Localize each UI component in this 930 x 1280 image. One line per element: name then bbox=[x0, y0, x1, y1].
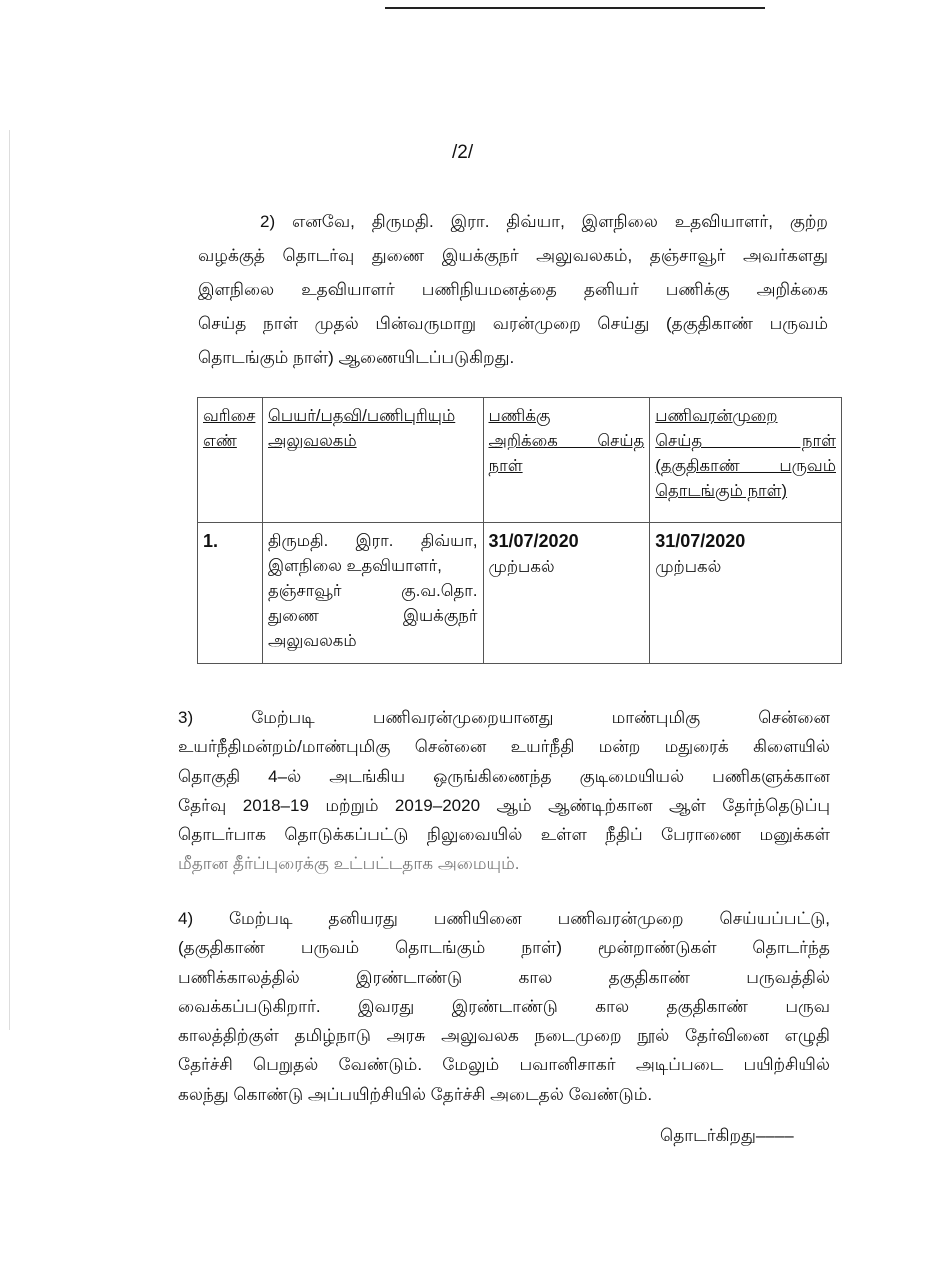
cell-name bbox=[262, 523, 483, 664]
text-line: 2) எனவே, திருமதி. இரா. திவ்யா, இளநிலை உதவியாளர், குற்ற bbox=[260, 212, 828, 231]
header-text: பெயர்/பதவி/பணிபுரியும் bbox=[267, 407, 456, 425]
header-text: (தகுதிகாண் பருவம் bbox=[655, 457, 836, 475]
date-text: 31/07/2020 bbox=[655, 531, 746, 551]
top-rule bbox=[385, 7, 765, 9]
paragraph-3 bbox=[178, 703, 830, 879]
paragraph-4 bbox=[178, 904, 830, 1109]
header-text: நாள் bbox=[488, 457, 523, 475]
cell-line: திருமதி. இரா. திவ்யா, bbox=[267, 532, 478, 550]
header-text: பணிவரன்முறை bbox=[655, 407, 778, 425]
header-serial bbox=[198, 398, 263, 523]
text-line: 4) மேற்படி தனியரது பணியினை பணிவரன்முறை செய்யப்பட்டு, bbox=[178, 909, 830, 928]
cell-report-date bbox=[483, 523, 650, 664]
regularisation-table bbox=[197, 397, 842, 664]
cell-regularisation-date bbox=[650, 523, 842, 664]
page-number: /2/ bbox=[452, 142, 474, 163]
header-text: எண் bbox=[203, 432, 237, 450]
text-line: இளநிலை உதவியாளர் பணிநியமனத்தை தனியர் பணிக்கு அறிக்கை bbox=[198, 280, 828, 299]
cell-line: தஞ்சாவூர் கு.வ.தொ. bbox=[267, 582, 478, 600]
text-line: தேர்ச்சி பெறுதல் வேண்டும். மேலும் பவானிசாகர் அடிப்படை பயிற்சியில் bbox=[178, 1055, 830, 1075]
date-text: 31/07/2020 bbox=[488, 531, 579, 551]
text-line: தொடர்பாக தொடுக்கப்பட்டு நிலுவையில் உள்ள நீதிப் பேராணை மனுக்கள் bbox=[178, 825, 830, 845]
scan-edge-line bbox=[9, 130, 10, 1030]
continued-note: தொடர்கிறது–––– bbox=[660, 1126, 794, 1145]
header-text: செய்த நாள் bbox=[655, 432, 836, 450]
header-text: பணிக்கு bbox=[488, 407, 551, 425]
text-line: வழக்குத் தொடர்வு துணை இயக்குநர் அலுவலகம், தஞ்சாவூர் அவர்களது bbox=[198, 246, 828, 265]
header-text: அறிக்கை செய்த bbox=[488, 432, 645, 450]
text-line: உயர்நீதிமன்றம்/மாண்புமிகு சென்னை உயர்நீதி மன்ற மதுரைக் கிளையில் bbox=[178, 737, 830, 757]
text-line: 3) மேற்படி பணிவரன்முறையானது மாண்புமிகு சென்னை bbox=[178, 708, 830, 727]
table-header-row bbox=[198, 398, 842, 523]
text-line: (தகுதிகாண் பருவம் தொடங்கும் நாள்) மூன்றாண்டுகள் தொடர்ந்த bbox=[178, 938, 830, 958]
text-line: கலந்து கொண்டு அப்பயிற்சியில் தேர்ச்சி அடைதல் வேண்டும். bbox=[178, 1084, 653, 1104]
session-text: முற்பகல் bbox=[488, 558, 555, 576]
text-line: தொடங்கும் நாள்) ஆணையிடப்படுகிறது. bbox=[198, 348, 515, 367]
header-text: தொடங்கும் நாள்) bbox=[655, 482, 788, 500]
text-line: தொகுதி 4–ல் அடங்கிய ஒருங்கிணைந்த குடிமையியல் பணிகளுக்கான bbox=[178, 766, 830, 786]
text-line: செய்த நாள் முதல் பின்வருமாறு வரன்முறை செய்து (தகுதிகாண் பருவம் bbox=[198, 314, 828, 333]
header-regularisation-date bbox=[650, 398, 842, 523]
header-report-date bbox=[483, 398, 650, 523]
session-text: முற்பகல் bbox=[655, 558, 722, 576]
cell-serial: 1. bbox=[198, 523, 263, 664]
header-name bbox=[262, 398, 483, 523]
paragraph-2 bbox=[198, 205, 828, 375]
text-line: மீதான தீர்ப்புரைக்கு உட்பட்டதாக அமையும். bbox=[178, 854, 520, 874]
header-text: அலுவலகம் bbox=[267, 432, 357, 450]
cell-line: அலுவலகம் bbox=[267, 632, 357, 650]
cell-line: துணை இயக்குநர் bbox=[267, 607, 478, 625]
text-line: பணிக்காலத்தில் இரண்டாண்டு கால தகுதிகாண் பருவத்தில் bbox=[178, 967, 830, 987]
text-line: காலத்திற்குள் தமிழ்நாடு அரசு அலுவலக நடைமுறை நூல் தேர்வினை எழுதி bbox=[178, 1026, 830, 1046]
header-text: வரிசை bbox=[203, 407, 256, 425]
text-line: வைக்கப்படுகிறார். இவரது இரண்டாண்டு கால தகுதிகாண் பருவ bbox=[178, 996, 830, 1016]
text-line: தேர்வு 2018–19 மற்றும் 2019–2020 ஆம் ஆண்டிற்கான ஆள் தேர்ந்தெடுப்பு bbox=[178, 795, 830, 815]
table-row bbox=[198, 523, 842, 664]
cell-line: இளநிலை உதவியாளர், bbox=[267, 557, 442, 575]
